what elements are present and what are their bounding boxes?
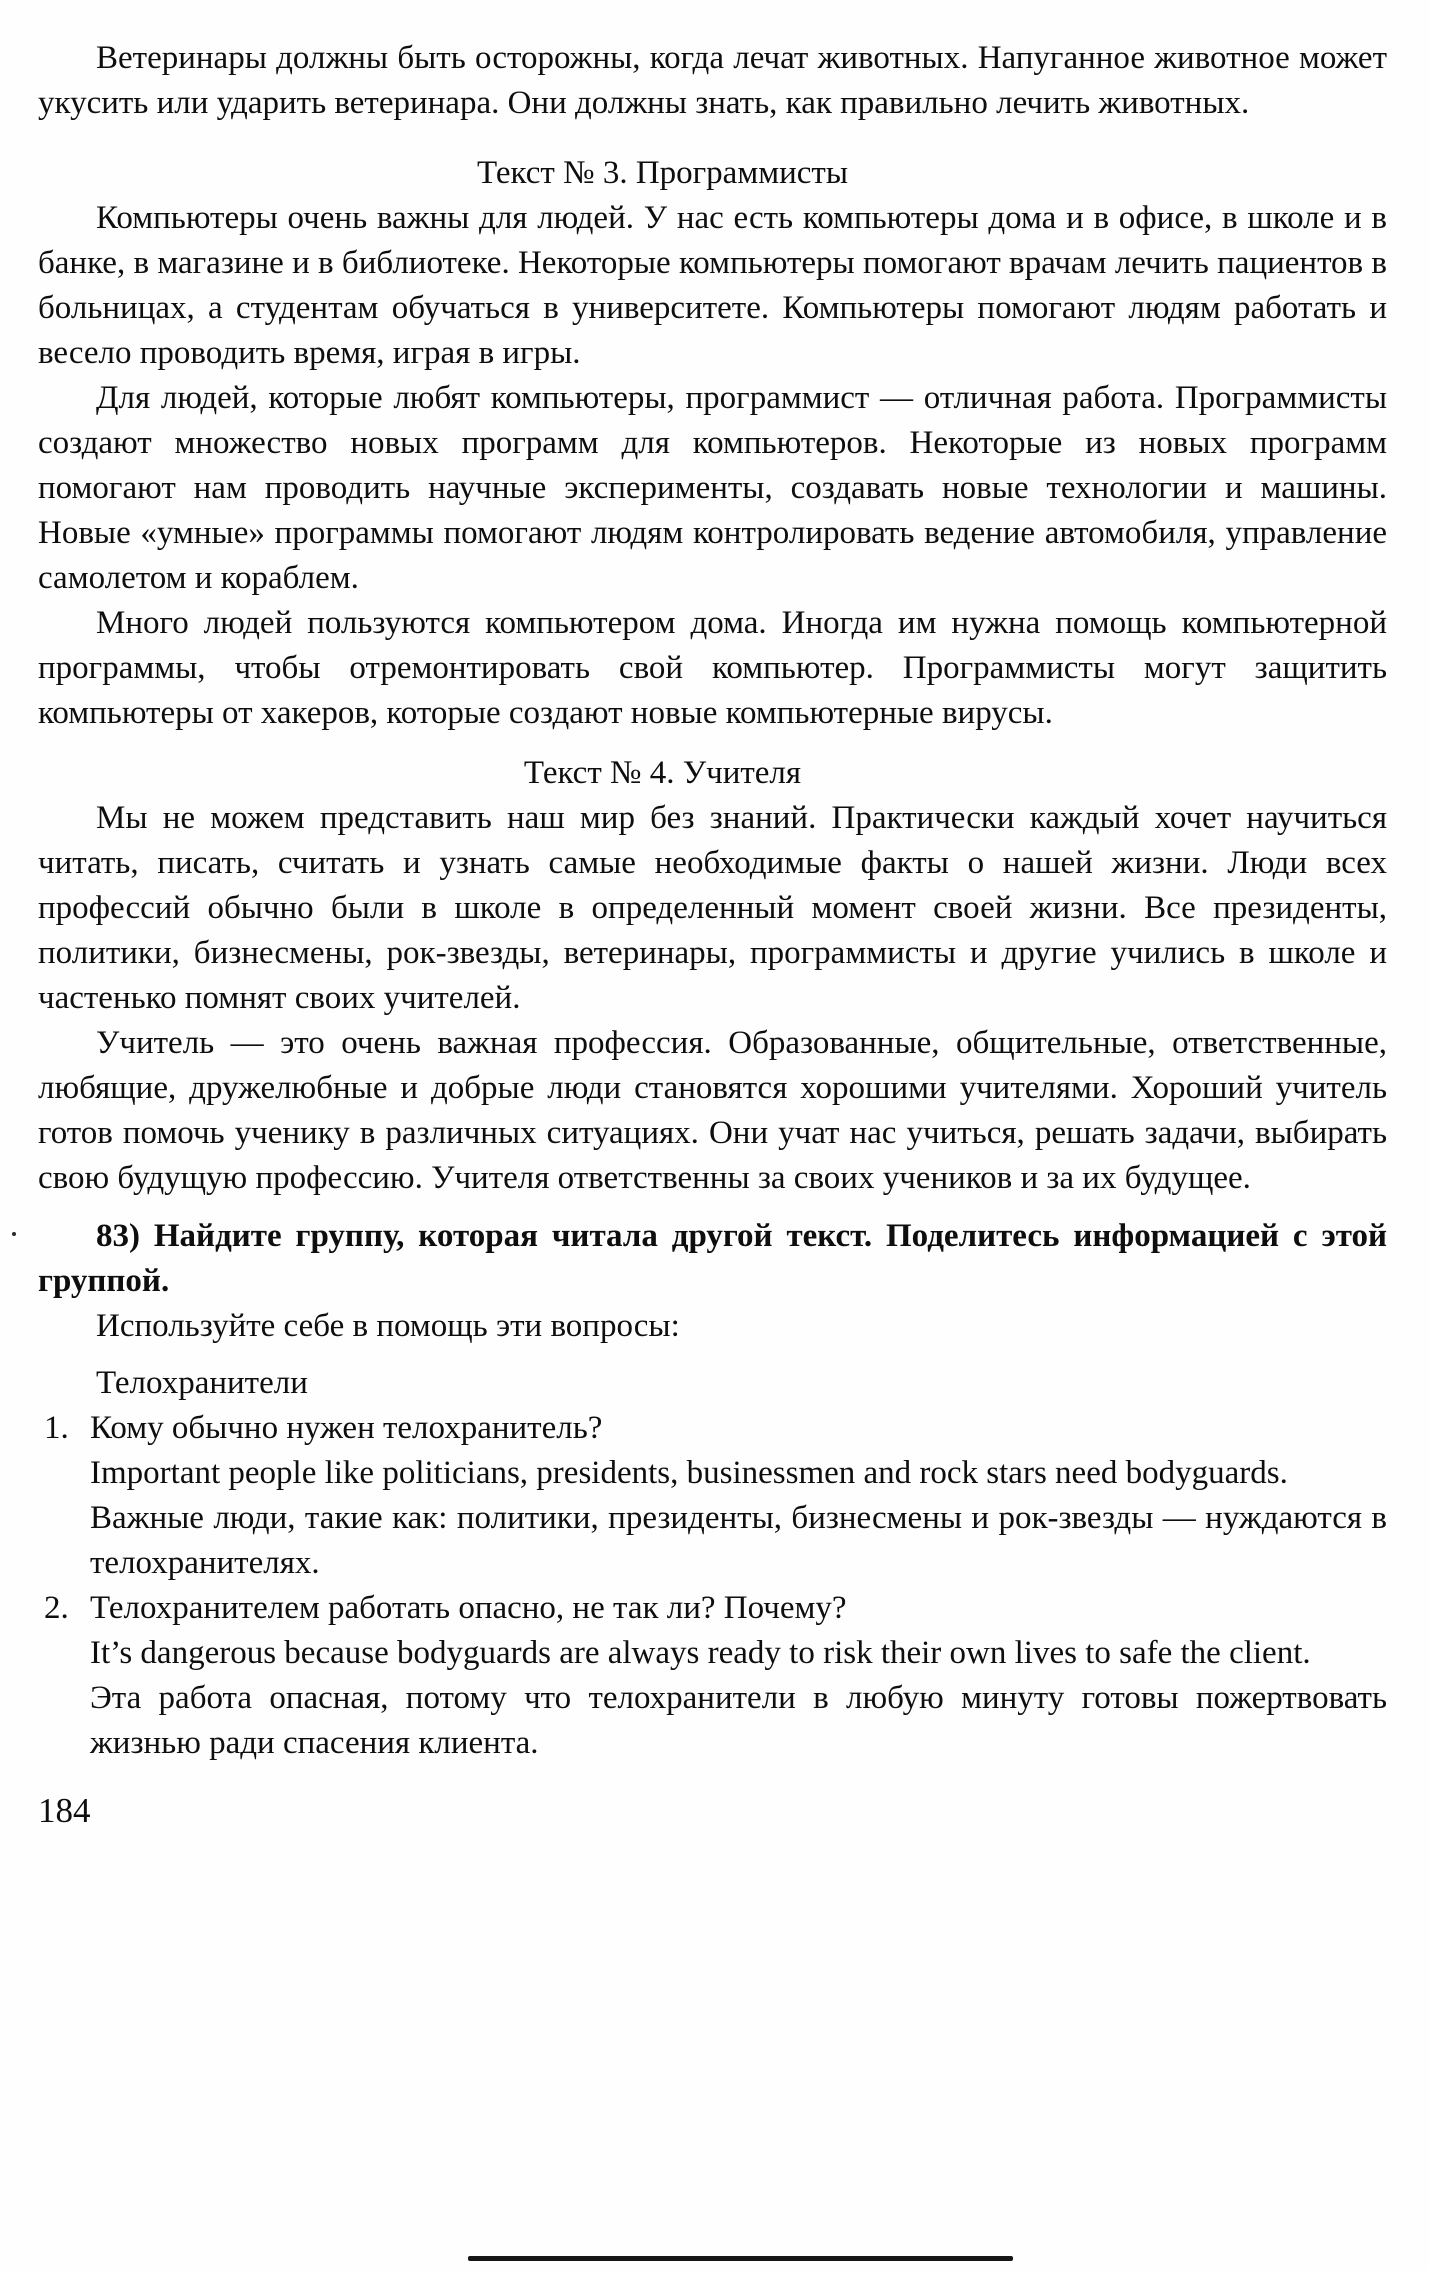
task-hint: Используйте себе в помощь эти вопросы: [96, 1308, 680, 1344]
item-2-number: 2. [44, 1590, 69, 1626]
answer-1-english: Important people like politicians, presidents, businessmen and rock stars need bodyguards. [90, 1455, 1288, 1491]
task-83-instruction: 83) Найдите группу, которая читала другой текст. Поделитесь информацией с этой группой. [38, 1218, 1387, 1299]
question-2-text: Телохранителем работать опасно, не так ли? Почему? [90, 1590, 847, 1626]
answer-2-english: It’s dangerous because bodyguards are always ready to risk their own lives to safe the client. [90, 1635, 1311, 1671]
answer-1-russian: Важные люди, такие как: политики, президенты, бизнесмены и рок-звезды — нуждаются в телохранителях. [90, 1500, 1387, 1581]
paragraph-knowledge: Мы не можем представить наш мир без знаний. Практически каждый хочет научиться читать, писать, считать и узнать самые необходимые факты о нашей жизни. Люди всех профессий обычно были в школе в определенный момент своей жизни. Все президенты, политики, бизнесмены, рок-звезды, ветеринары, программисты и другие учились в школе и частенько помнят своих учителей. [38, 800, 1387, 1016]
paragraph-teacher-profession: Учитель — это очень важная профессия. Образованные, общительные, ответственные, любящие, дружелюбные и добрые люди становятся хорошими учителями. Хороший учитель готов помочь ученику в различных ситуациях. Они учат нас учиться, решать задачи, выбирать свою будущую профессию. Учителя ответственны за своих учеников и за их будущее. [38, 1025, 1387, 1196]
page-number: 184 [38, 1791, 91, 1830]
question-item-2 [38, 1586, 1387, 1766]
scan-edge-line-artifact [468, 2256, 1013, 2261]
heading-text-3-programmers: Текст № 3. Программисты [477, 155, 848, 191]
answer-2-russian: Эта работа опасная, потому что телохранители в любую минуту готовы пожертвовать жизнью ради спасения клиента. [90, 1680, 1387, 1761]
paragraph-programmer-job: Для людей, которые любят компьютеры, программист — отличная работа. Программисты создают множество новых программ для компьютеров. Некоторые из новых программ помогают нам проводить научные эксперименты, создавать новые технологии и машины. Новые «умные» программы помогают людям контролировать ведение автомобиля, управление самолетом и кораблем. [38, 380, 1387, 596]
question-1-text: Кому обычно нужен телохранитель? [90, 1410, 603, 1446]
paragraph-computers-importance: Компьютеры очень важны для людей. У нас есть компьютеры дома и в офисе, в школе и в банке, в магазине и в библиотеке. Некоторые компьютеры помогают врачам лечить пациентов в больницах, а студентам обучаться в университете. Компьютеры помогают людям работать и весело проводить время, играя в игры. [38, 200, 1387, 371]
paragraph-veterinarians: Ветеринары должны быть осторожны, когда лечат животных. Напуганное животное может укусить или ударить ветеринара. Они должны знать, как правильно лечить животных. [38, 40, 1387, 121]
subheading-bodyguards: Телохранители [96, 1365, 308, 1401]
item-1-number: 1. [44, 1410, 69, 1446]
heading-text-4-teachers: Текст № 4. Учителя [523, 755, 802, 791]
scan-speck-artifact [12, 1232, 16, 1236]
paragraph-home-computers: Много людей пользуются компьютером дома. Иногда им нужна помощь компьютерной программы, чтобы отремонтировать свой компьютер. Программисты могут защитить компьютеры от хакеров, которые создают новые компьютерные вирусы. [38, 605, 1387, 731]
question-item-1 [38, 1406, 1387, 1586]
